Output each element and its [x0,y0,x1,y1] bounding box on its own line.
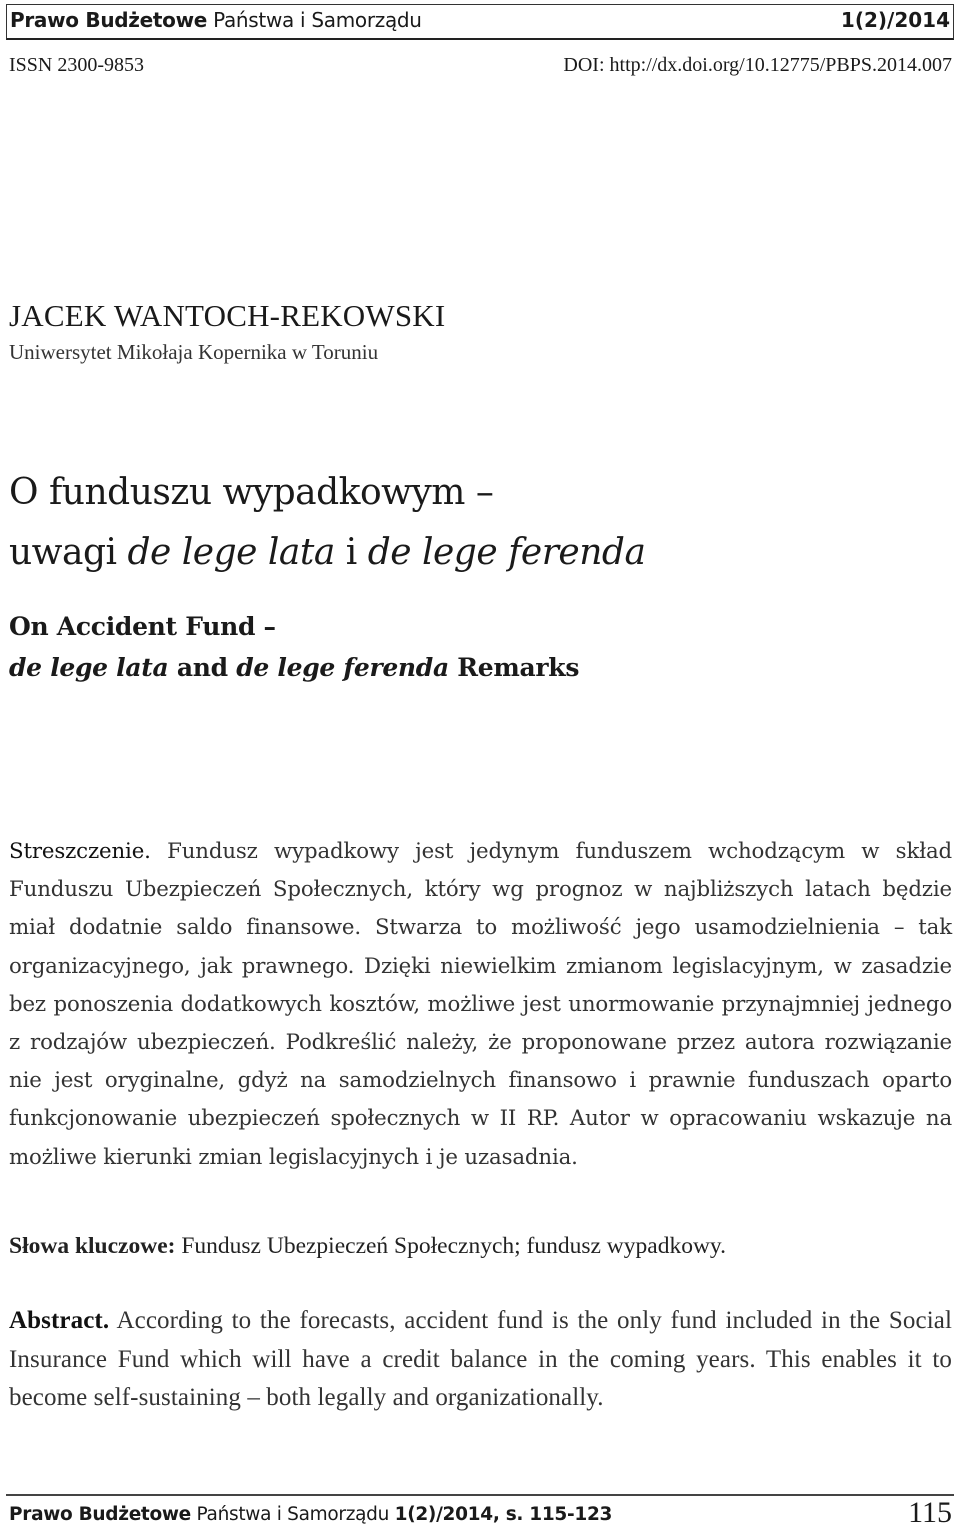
title-segment: uwagi [9,532,128,573]
footer-citation [9,1504,612,1525]
abstract-english [9,1302,952,1418]
journal-header-title [10,8,422,32]
page-number: 115 [908,1496,952,1529]
title-segment: i [334,532,368,573]
abstract-polish [9,833,952,1177]
article-subtitle [9,606,579,688]
doi-link[interactable]: DOI: http://dx.doi.org/10.12775/PBPS.2014.007 [563,54,952,76]
footer-issue-pages: 1(2)/2014, s. 115-123 [394,1504,613,1525]
abstract-en-label: Abstract. [9,1307,110,1334]
abstract-en-text: According to the forecasts, accident fund is the only fund included in the Social Insurance Fund which will have a credit balance in the coming years. This enables it to become self-sustaining – both legally and organizationally. [9,1307,952,1411]
keywords-text: Fundusz Ubezpieczeń Społecznych; fundusz wypadkowy. [175,1233,727,1259]
journal-name-rest: Państwa i Samorządu [213,8,422,32]
subtitle-line-1: On Accident Fund – [9,612,276,641]
keywords [9,1233,726,1260]
footer-journal-rest: Państwa i Samorządu [196,1504,390,1525]
subtitle-italic-lata: de lege lata [9,653,169,682]
journal-name-bold: Prawo Budżetowe [10,8,208,32]
title-italic-lata: de lege lata [127,532,335,573]
article-title [9,463,645,583]
subtitle-segment: and [168,653,237,682]
subtitle-segment: Remarks [448,653,580,682]
title-line-1: O funduszu wypadkowym – [9,472,494,513]
title-line-2 [9,523,645,583]
abstract-pl-text: Fundusz wypadkowy jest jedynym funduszem wchodzącym w skład Funduszu Ubezpieczeń Społecznych, który wg prognoz w najbliższych latach będzie miał dodatnie saldo finansowe. Stwarza to możliwość jego usamodzielnienia – tak organizacyjnego, jak prawnego. Dzięki niewielkim zmianom legislacyjnym, w zasadzie bez ponoszenia dodatkowych kosztów, możliwe jest unormowanie przynajmniej jednego z rodzajów ubezpieczeń. Podkreślić należy, że proponowane przez autora rozwiązanie nie jest oryginalne, gdyż na samodzielnych finansowo i prawnie funduszach oparto funkcjonowanie ubezpieczeń społecznych w II RP. Autor w opracowaniu wskazuje na możliwe kierunki zmian legislacyjnych i je uzasadnia. [9,839,952,1170]
abstract-pl-label: Streszczenie. [9,839,151,864]
keywords-label: Słowa kluczowe: [9,1233,176,1259]
subtitle-italic-ferenda: de lege ferenda [236,653,449,682]
issn: ISSN 2300-9853 [9,54,145,76]
subtitle-line-2 [9,647,579,688]
author-affiliation: Uniwersytet Mikołaja Kopernika w Toruniu [9,340,379,364]
title-italic-ferenda: de lege ferenda [367,532,646,573]
footer-divider [6,1494,954,1496]
footer-journal-bold: Prawo Budżetowe [9,1504,191,1525]
issue-number: 1(2)/2014 [840,8,950,32]
author-name: JACEK WANTOCH-REKOWSKI [9,298,446,333]
